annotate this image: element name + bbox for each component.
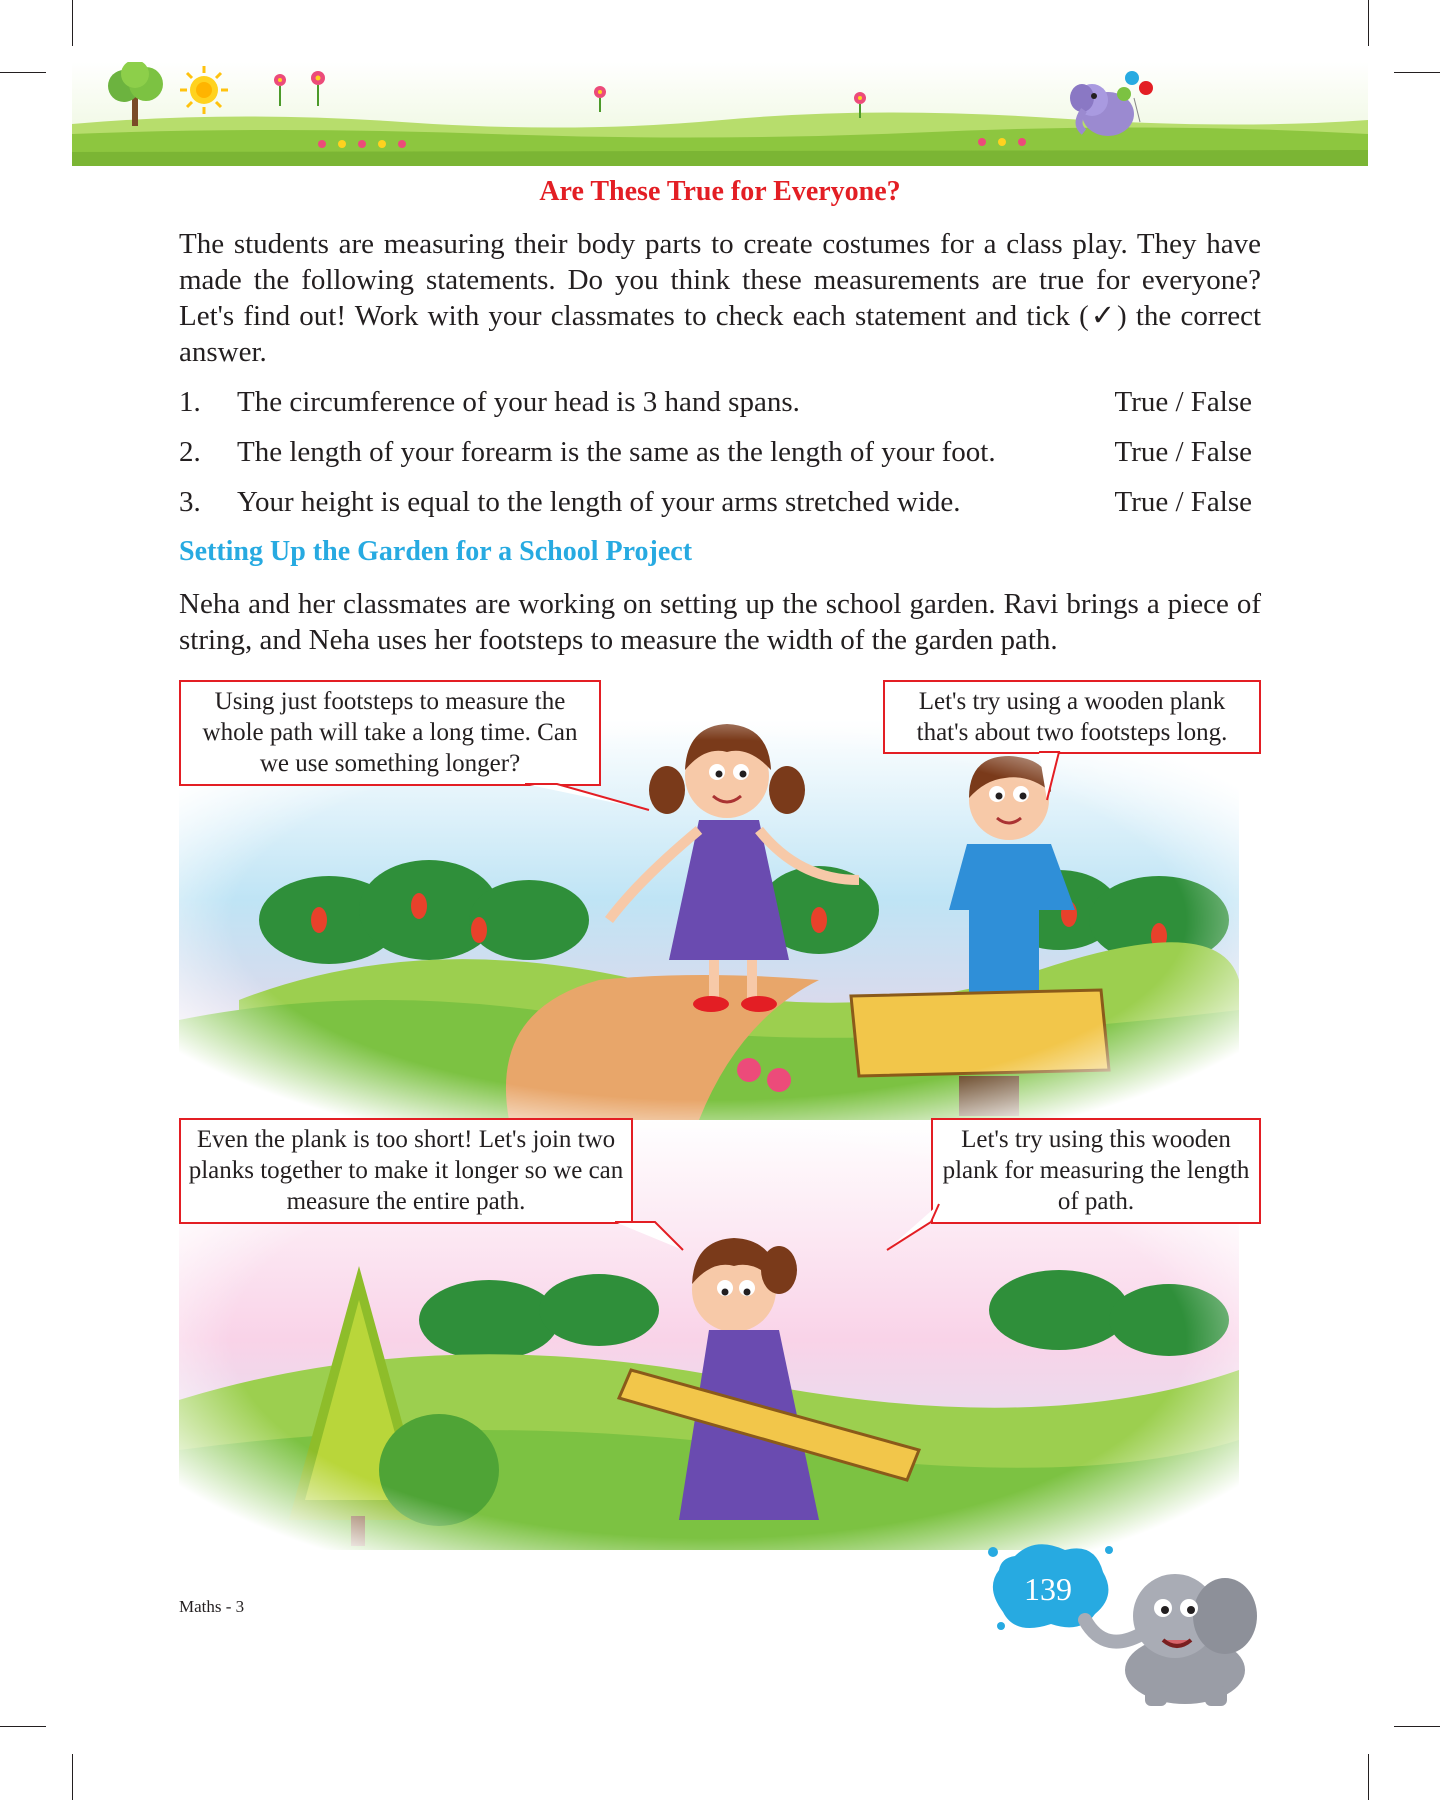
- statement-text: The length of your forearm is the same as the length of your foot.: [237, 436, 996, 468]
- speech-bubble: Using just footsteps to measure the whole path will take a long time. Can we use something longer?: [179, 680, 601, 786]
- intro-paragraph: The students are measuring their body parts to create costumes for a class play. They have made the following statements. Do you think these measurements are true for everyone? Let's find out! Work with your classmates to check each statement and tick (✓) the correct answer.: [179, 228, 1261, 368]
- speech-bubble: Even the plank is too short! Let's join two planks together to make it longer so we can measure the entire path.: [179, 1118, 633, 1224]
- garden-illustration: [179, 680, 1250, 1550]
- section-paragraph: Neha and her classmates are working on setting up the school garden. Ravi brings a piece of string, and Neha uses her footsteps to measure the width of the garden path.: [179, 588, 1261, 656]
- crop-mark: [0, 1726, 46, 1727]
- crop-mark: [1394, 72, 1440, 73]
- statement-text: Your height is equal to the length of your arms stretched wide.: [237, 486, 961, 518]
- header-banner: [72, 62, 1368, 166]
- true-false-choice[interactable]: True / False: [1114, 386, 1252, 418]
- statement-row: [179, 486, 1261, 526]
- statement-row: [179, 436, 1261, 476]
- page-title: Are These True for Everyone?: [539, 176, 901, 207]
- crop-mark: [1368, 0, 1369, 46]
- crop-mark: [0, 72, 46, 73]
- section-heading: Setting Up the Garden for a School Project: [179, 536, 693, 567]
- statement-row: [179, 386, 1261, 426]
- statement-number: 3.: [179, 486, 201, 518]
- true-false-choice[interactable]: True / False: [1114, 436, 1252, 468]
- statement-number: 2.: [179, 436, 201, 468]
- true-false-choice[interactable]: True / False: [1114, 486, 1252, 518]
- page-number: 139: [1024, 1571, 1072, 1607]
- crop-mark: [1368, 1754, 1369, 1800]
- speech-bubble: Let's try using this wooden plank for measuring the length of path.: [931, 1118, 1261, 1224]
- speech-bubble: Let's try using a wooden plank that's about two footsteps long.: [883, 680, 1261, 754]
- crop-mark: [72, 1754, 73, 1800]
- crop-mark: [72, 0, 73, 46]
- statement-number: 1.: [179, 386, 201, 418]
- statement-text: The circumference of your head is 3 hand spans.: [237, 386, 800, 418]
- elephant-icon: [1065, 1560, 1275, 1710]
- book-label: Maths - 3: [179, 1597, 245, 1616]
- banner-art: [72, 62, 1368, 166]
- crop-mark: [1394, 1726, 1440, 1727]
- garden-scene: [179, 680, 1239, 1550]
